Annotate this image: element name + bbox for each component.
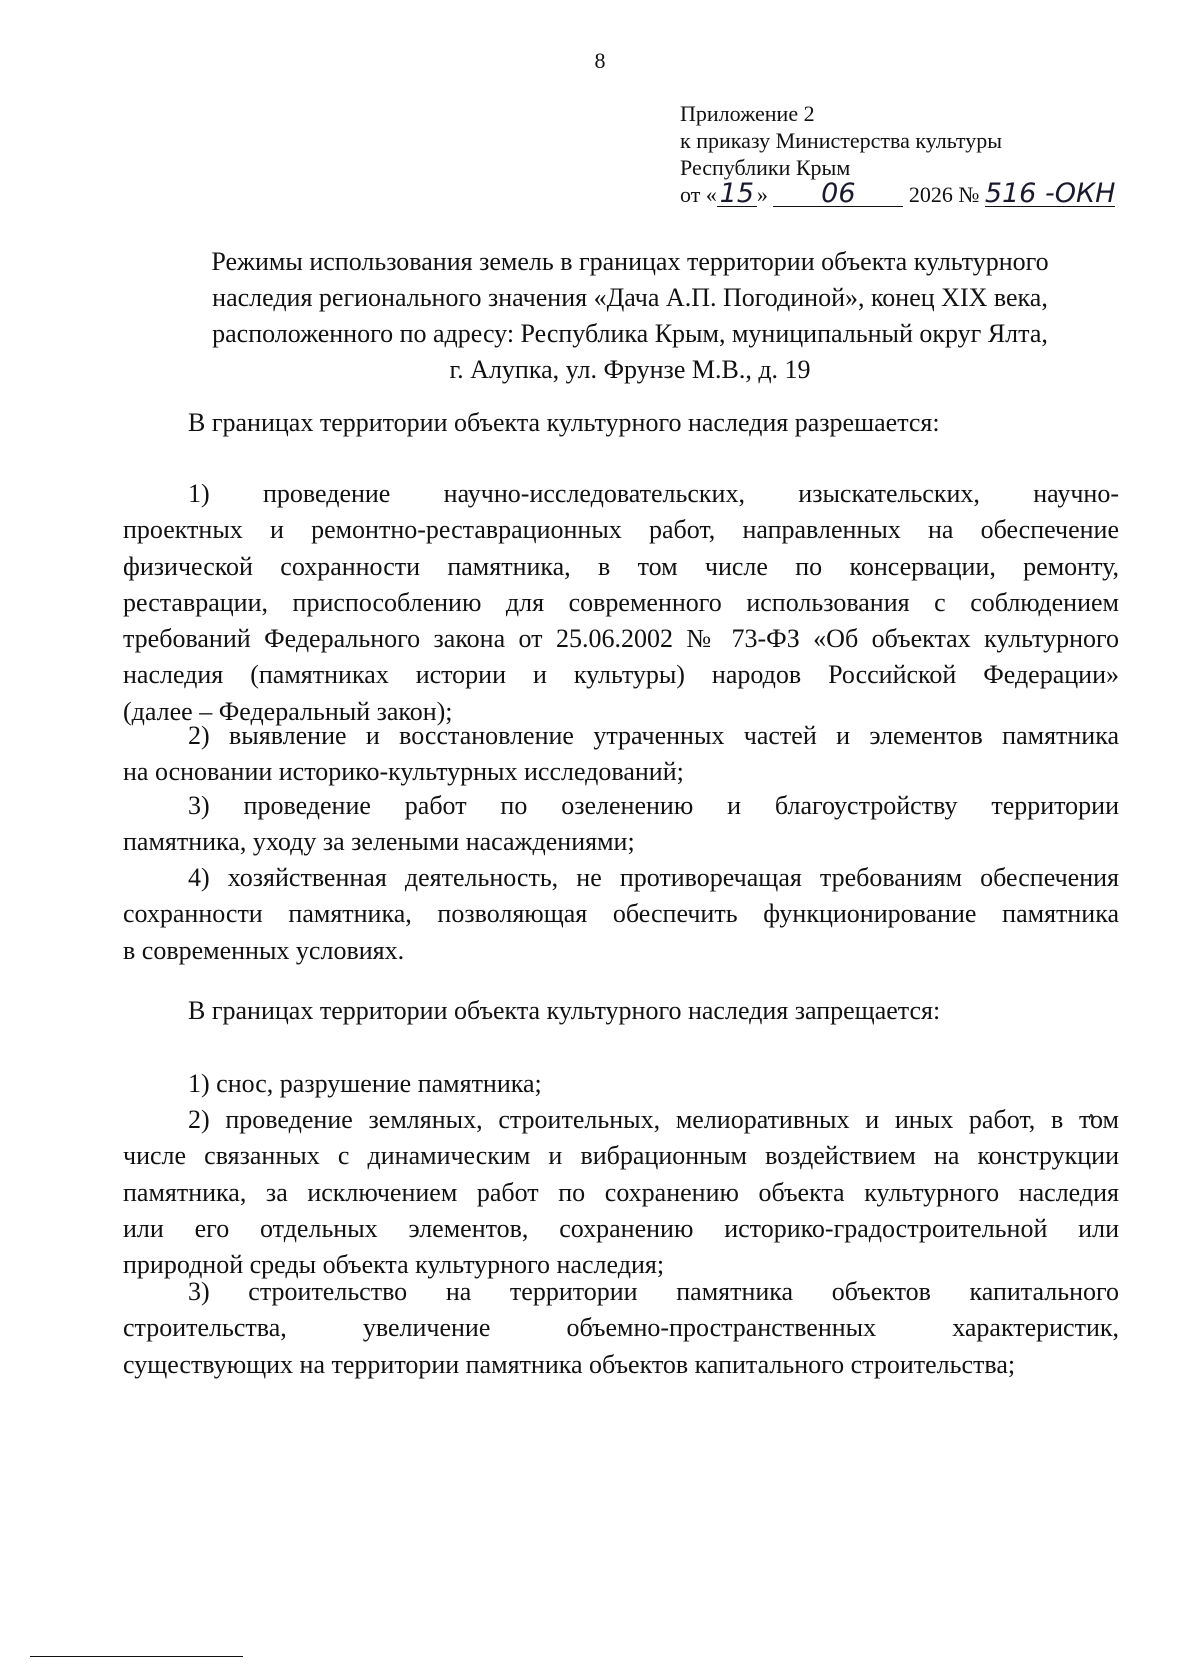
text-line: реставрации, приспособлению для современного использования с соблюдением: [123, 587, 1119, 617]
text-line: сохранности памятника, позволяющая обеспечить функционирование памятника: [123, 899, 1119, 929]
document-title: [150, 244, 1110, 388]
title-line: Режимы использования земель в границах территории объекта культурного: [211, 247, 1049, 276]
appendix-republic: Республики Крым: [680, 155, 851, 180]
text-line: 3) строительство на территории памятника объектов капитального: [188, 1277, 1119, 1306]
appendix-title: Приложение 2: [680, 101, 815, 126]
handwritten-order-number: 516 -ОКН: [984, 178, 1116, 209]
allowed-item-3: [123, 788, 1119, 861]
text-line: на основании историко-культурных исследований;: [123, 757, 684, 787]
allowed-item-4: [123, 860, 1119, 969]
text-line: 1) снос, разрушение памятника;: [188, 1069, 542, 1098]
prohibited-heading: В границах территории объекта культурного наследия запрещается:: [188, 996, 941, 1025]
text-line: 1) проведение научно-исследовательских, изыскательских, научно-: [188, 479, 1119, 508]
date-prefix: от «: [680, 182, 717, 207]
text-line: памятника, уходу за зелеными насаждениями;: [123, 827, 635, 857]
text-line: наследия (памятниках истории и культуры) народов Российской Федерации»: [123, 660, 1119, 690]
handwritten-day: 15: [717, 181, 757, 207]
text-line: в современных условиях.: [123, 935, 405, 965]
prohibited-item-1: [123, 1066, 1119, 1102]
text-line: природной среды объекта культурного наследия;: [123, 1250, 665, 1280]
appendix-date-line: [680, 178, 1116, 209]
appendix-block: [680, 100, 1115, 208]
text-line: существующих на территории памятника объектов капитального строительства;: [123, 1349, 1016, 1379]
allowed-item-1: [123, 476, 1119, 730]
text-line: (далее – Федеральный закон);: [123, 696, 453, 726]
text-line: 2) выявление и восстановление утраченных частей и элементов памятника: [188, 721, 1119, 750]
date-year: 2026 №: [908, 182, 980, 207]
text-line: требований Федерального закона от 25.06.2002 № 73-ФЗ «Об объектах культурного: [123, 624, 1119, 654]
allowed-item-2: [123, 718, 1119, 791]
text-line: числе связанных с динамическим и вибрационным воздействием на конструкции: [123, 1141, 1119, 1171]
page-number: 8: [594, 48, 606, 73]
text-line: памятника, за исключением работ по сохранению объекта культурного наследия: [123, 1177, 1119, 1207]
text-line: 3) проведение работ по озеленению и благоустройству территории: [188, 791, 1119, 820]
appendix-order-ref: к приказу Министерства культуры: [680, 128, 1003, 153]
text-line: проектных и ремонтно-реставрационных работ, направленных на обеспечение: [123, 515, 1119, 545]
text-line: или его отдельных элементов, сохранению историко-градостроительной или: [123, 1213, 1119, 1243]
text-line: строительства, увеличение объемно-пространственных характеристик,: [123, 1313, 1119, 1343]
text-line: 4) хозяйственная деятельность, не противоречащая требованиям обеспечения: [188, 863, 1119, 892]
text-line: 2) проведение земляных, строительных, мелиоративных и иных работ, в том: [188, 1105, 1119, 1134]
footnote-separator: [30, 1656, 243, 1657]
title-line: наследия регионального значения «Дача А.П. Погодиной», конец XIX века,: [212, 283, 1048, 312]
title-line: расположенного по адресу: Республика Крым, муниципальный округ Ялта,: [212, 319, 1048, 348]
prohibited-item-3: [123, 1274, 1119, 1383]
handwritten-month: 06: [773, 181, 903, 207]
allowed-heading: В границах территории объекта культурного наследия разрешается:: [188, 408, 940, 437]
date-sep: »: [756, 182, 768, 207]
title-line: г. Алупка, ул. Фрунзе М.В., д. 19: [449, 355, 811, 384]
prohibited-item-2: [123, 1102, 1119, 1283]
text-line: физической сохранности памятника, в том числе по консервации, ремонту,: [123, 551, 1119, 581]
